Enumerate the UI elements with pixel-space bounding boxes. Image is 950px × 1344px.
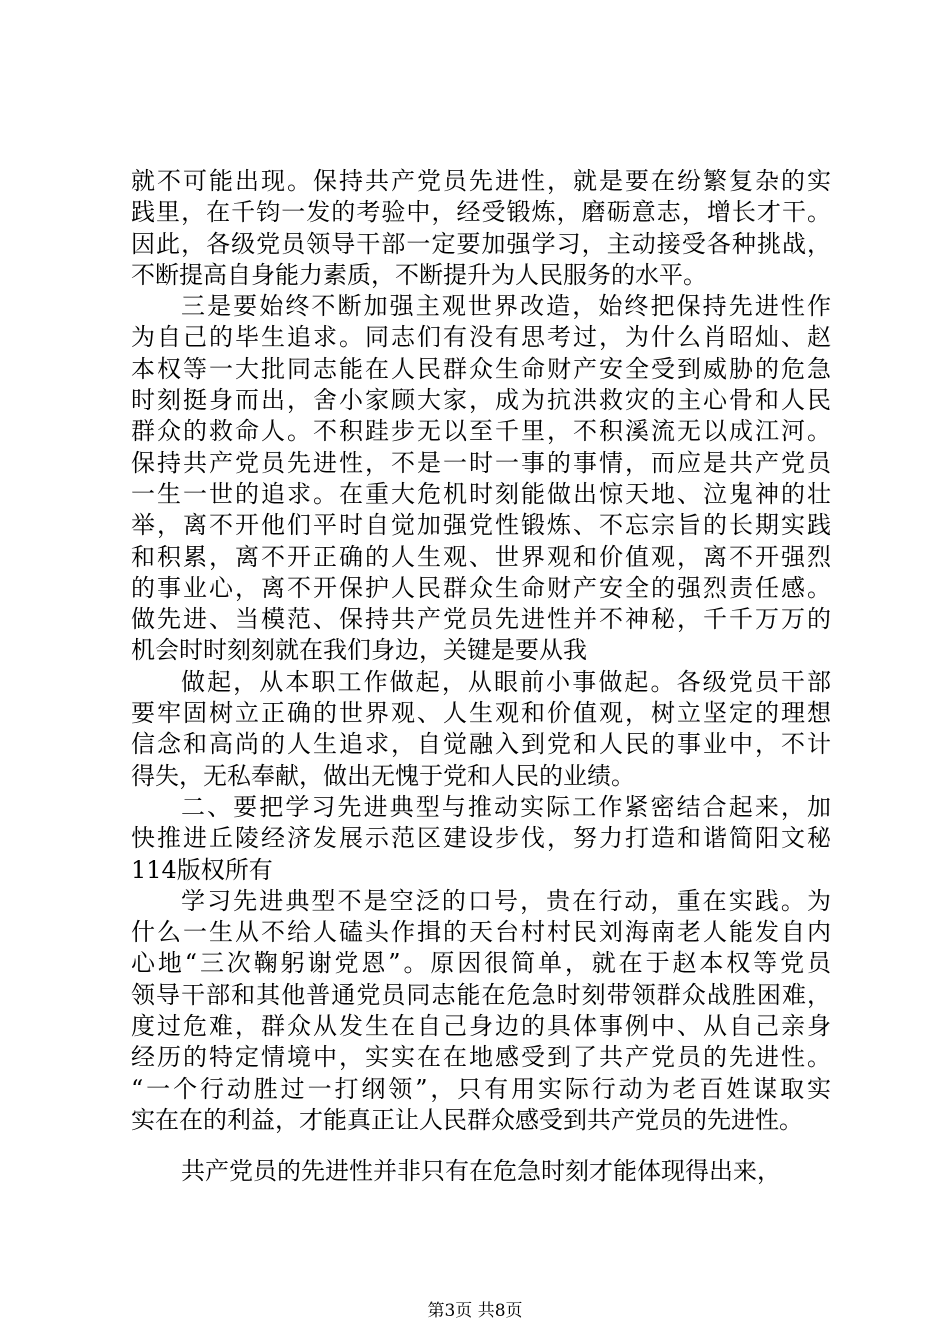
text-line: 为自己的毕生追求。同志们有没有思考过，为什么肖昭灿、赵	[131, 323, 831, 352]
text-line: 114版权所有	[131, 855, 273, 884]
paragraph	[131, 667, 831, 792]
text-line: 什么一生从不给人磕头作揖的天台村村民刘海南老人能发自内	[131, 918, 831, 947]
text-line: 本权等一大批同志能在人民群众生命财产安全受到威胁的危急	[131, 354, 831, 383]
text-line: 一生一世的追求。在重大危机时刻能做出惊天地、泣鬼神的壮	[131, 479, 831, 508]
text-line: 三是要始终不断加强主观世界改造，始终把保持先进性作	[181, 292, 831, 321]
text-line: 心地“三次鞠躬谢党恩”。原因很简单，就在于赵本权等党员	[131, 949, 831, 978]
text-line: 群众的救命人。不积跬步无以至千里，不积溪流无以成江河。	[131, 417, 831, 446]
text-line: 快推进丘陵经济发展示范区建设步伐，努力打造和谐简阳文秘	[131, 824, 831, 853]
text-line: 时刻挺身而出，舍小家顾大家，成为抗洪救灾的主心骨和人民	[131, 386, 831, 415]
paragraph	[131, 291, 831, 667]
text-line: 经历的特定情境中，实实在在地感受到了共产党员的先进性。	[131, 1043, 831, 1072]
text-line: 实在在的利益，才能真正让人民群众感受到共产党员的先进性。	[131, 1105, 803, 1134]
text-line: 举，离不开他们平时自觉加强党性锻炼、不忘宗旨的长期实践	[131, 511, 831, 540]
text-line: “一个行动胜过一打纲领”，只有用实际行动为老百姓谋取实	[131, 1074, 831, 1103]
text-line: 践里，在千钧一发的考验中，经受锻炼，磨砺意志，增长才干。	[131, 198, 831, 227]
paragraph-spacer	[131, 1136, 831, 1156]
paragraph	[131, 1156, 831, 1187]
paragraph	[131, 166, 831, 291]
text-line: 保持共产党员先进性，不是一时一事的事情，而应是共产党员	[131, 448, 831, 477]
text-line: 机会时时刻刻就在我们身边，关键是要从我	[131, 636, 587, 665]
page-number-footer: 第3页 共8页	[427, 1301, 523, 1321]
text-line: 学习先进典型不是空泛的口号，贵在行动，重在实践。为	[181, 886, 831, 915]
text-line: 就不可能出现。保持共产党员先进性，就是要在纷繁复杂的实	[131, 167, 831, 195]
text-line: 要牢固树立正确的世界观、人生观和价值观，树立坚定的理想	[131, 699, 831, 728]
text-line: 的事业心，离不开保护人民群众生命财产安全的强烈责任感。	[131, 573, 831, 602]
text-line: 做先进、当模范、保持共产党员先进性并不神秘，千千万万的	[131, 605, 831, 634]
text-line: 共产党员的先进性并非只有在危急时刻才能体现得出来，	[181, 1157, 781, 1186]
text-line: 信念和高尚的人生追求，自觉融入到党和人民的事业中，不计	[131, 730, 831, 759]
text-line: 得失，无私奉献，做出无愧于党和人民的业绩。	[131, 761, 635, 790]
text-line: 领导干部和其他普通党员同志能在危急时刻带领群众战胜困难，	[131, 980, 831, 1009]
text-line: 度过危难，群众从发生在自己身边的具体事例中、从自己亲身	[131, 1012, 831, 1041]
text-line: 二、要把学习先进典型与推动实际工作紧密结合起来，加	[181, 792, 831, 821]
text-line: 不断提高自身能力素质，不断提升为人民服务的水平。	[131, 260, 707, 289]
body-text	[131, 166, 831, 1188]
paragraph	[131, 886, 831, 1136]
paragraph	[131, 792, 831, 886]
text-line: 因此，各级党员领导干部一定要加强学习，主动接受各种挑战，	[131, 229, 831, 258]
text-line: 和积累，离不开正确的人生观、世界观和价值观，离不开强烈	[131, 542, 831, 571]
text-line: 做起，从本职工作做起，从眼前小事做起。各级党员干部	[181, 667, 831, 696]
